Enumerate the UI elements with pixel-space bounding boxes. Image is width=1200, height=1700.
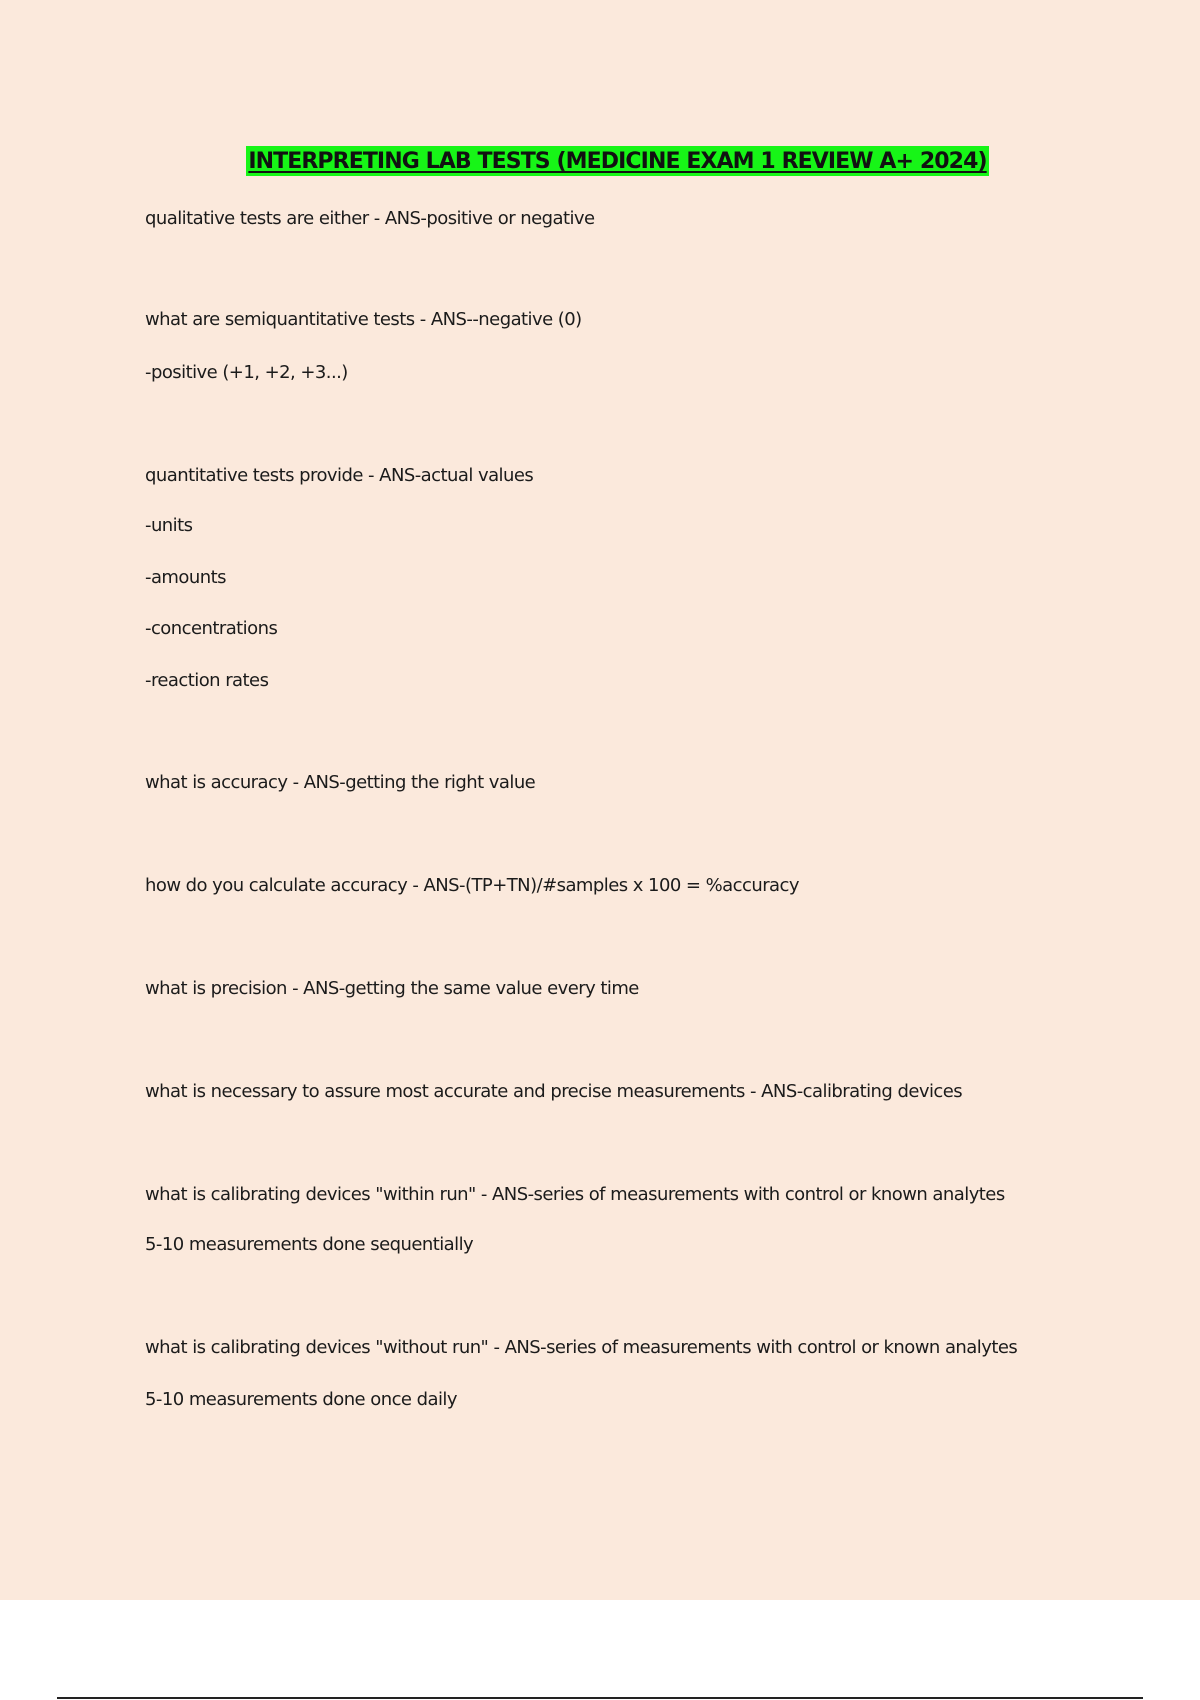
qa-line: -positive (+1, +2, +3...)	[145, 362, 348, 383]
qa-line: qualitative tests are either - ANS-positive or negative	[145, 208, 595, 229]
qa-line: what is accuracy - ANS-getting the right value	[145, 772, 536, 793]
page-divider	[57, 1697, 1143, 1699]
qa-line: how do you calculate accuracy - ANS-(TP+TN)/#samples x 100 = %accuracy	[145, 875, 799, 896]
qa-line: -units	[145, 515, 193, 536]
qa-line: 5-10 measurements done once daily	[145, 1389, 457, 1410]
document-title: INTERPRETING LAB TESTS (MEDICINE EXAM 1 REVIEW A+ 2024)	[246, 146, 988, 176]
qa-line: what is calibrating devices "without run" - ANS-series of measurements with control or known analytes	[145, 1337, 1018, 1358]
qa-line: 5-10 measurements done sequentially	[145, 1234, 474, 1255]
qa-line: quantitative tests provide - ANS-actual values	[145, 465, 534, 486]
qa-line: -concentrations	[145, 618, 278, 639]
qa-line: what are semiquantitative tests - ANS--negative (0)	[145, 309, 582, 330]
qa-line: -reaction rates	[145, 670, 269, 691]
qa-line: -amounts	[145, 567, 226, 588]
qa-line: what is calibrating devices "within run" - ANS-series of measurements with control or known analytes	[145, 1184, 1005, 1205]
qa-line: what is precision - ANS-getting the same value every time	[145, 978, 639, 999]
title-container	[0, 146, 1200, 176]
qa-line: what is necessary to assure most accurate and precise measurements - ANS-calibrating devices	[145, 1081, 963, 1102]
